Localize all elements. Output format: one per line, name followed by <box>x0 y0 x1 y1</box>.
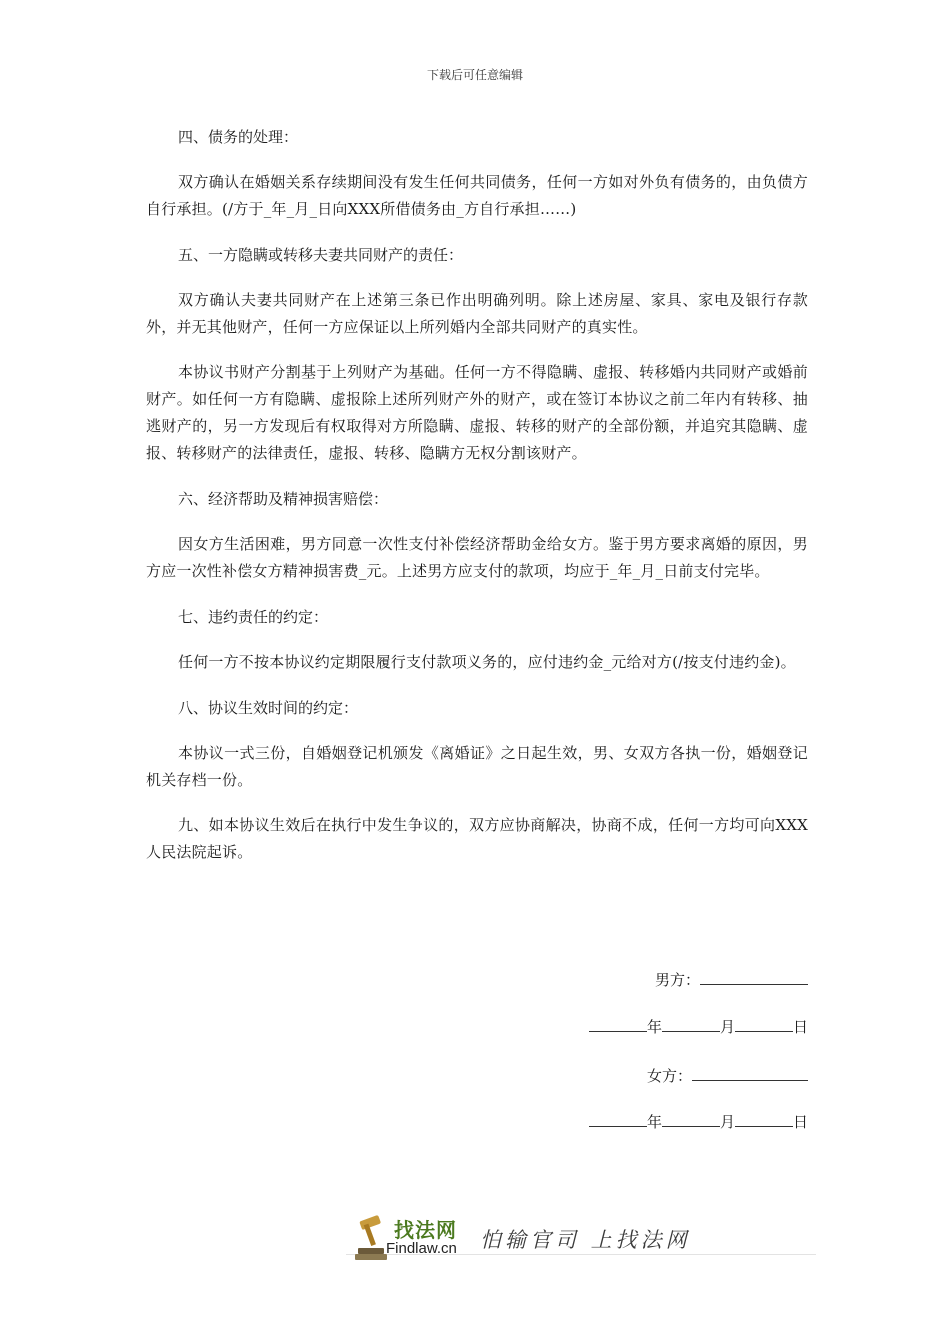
paragraph-effective: 本协议一式三份，自婚姻登记机颁发《离婚证》之日起生效，男、女双方各执一份，婚姻登记机关存档一份。 <box>146 744 808 789</box>
male-day-label: 日 <box>792 1018 808 1036</box>
header-note: 下载后可任意编辑 <box>426 68 523 82</box>
female-month-blank <box>662 1110 720 1127</box>
male-day-blank <box>735 1015 793 1032</box>
logo-english: Findlaw.cn <box>386 1240 457 1257</box>
paragraph-property-division: 本协议书财产分割基于上列财产为基础。任何一方不得隐瞒、虚报、转移婚内共同财产或婚前财产。如任何一方有隐瞒、虚报除上述所列财产外的财产，或在签订本协议之前二年内有转移、抽逃财产的，另一方发现后有权取得对方所隐瞒、虚报、转移的财产的全部份额，并追究其隐瞒、虚报、转移财产的法律责任，虚报、转移、隐瞒方无权分割该财产。 <box>146 363 808 462</box>
paragraph-compensation: 因女方生活困难，男方同意一次性支付补偿经济帮助金给女方。鉴于男方要求离婚的原因，男方应一次性补偿女方精神损害费_元。上述男方应支付的款项，均应于_年_月_日前支付完毕。 <box>146 535 808 580</box>
footer-slogan: 怕输官司 上找法网 <box>480 1228 691 1252</box>
female-signature-blank <box>692 1064 808 1081</box>
female-month-label: 月 <box>719 1113 735 1131</box>
gavel-icon <box>354 1214 390 1262</box>
male-signature-line <box>655 967 808 994</box>
paragraph-dispute: 九、如本协议生效后在执行中发生争议的，双方应协商解决，协商不成，任何一方均可向XXX人民法院起诉。 <box>146 816 808 861</box>
male-month-blank <box>662 1015 720 1032</box>
female-day-label: 日 <box>792 1113 808 1131</box>
section-heading-debt: 四、债务的处理： <box>178 128 299 146</box>
paragraph-debt: 双方确认在婚姻关系存续期间没有发生任何共同债务，任何一方如对外负有债务的，由负债方自行承担。(/方于_年_月_日向XXX所借债务由_方自行承担……) <box>146 173 808 218</box>
female-year-blank <box>589 1110 647 1127</box>
document-body <box>146 124 808 866</box>
female-signature-line <box>647 1063 808 1090</box>
logo-chinese: 找法网 <box>394 1218 457 1242</box>
male-label: 男方： <box>654 971 700 989</box>
paragraph-property-confirm: 双方确认夫妻共同财产在上述第三条已作出明确列明。除上述房屋、家具、家电及银行存款外，并无其他财产，任何一方应保证以上所列婚内全部共同财产的真实性。 <box>146 291 808 336</box>
section-heading-breach: 七、违约责任的约定： <box>178 608 329 626</box>
section-heading-effective: 八、协议生效时间的约定： <box>178 699 359 717</box>
male-signature-blank <box>700 968 808 985</box>
section-heading-compensation: 六、经济帮助及精神损害赔偿： <box>178 490 389 508</box>
section-heading-concealment: 五、一方隐瞒或转移夫妻共同财产的责任： <box>178 246 464 264</box>
female-label: 女方： <box>646 1067 692 1085</box>
female-date-line <box>589 1109 808 1136</box>
footer-banner <box>346 1212 816 1268</box>
male-year-blank <box>589 1015 647 1032</box>
male-year-label: 年 <box>646 1018 662 1036</box>
male-date-line <box>589 1014 808 1041</box>
female-day-blank <box>735 1110 793 1127</box>
male-month-label: 月 <box>719 1018 735 1036</box>
female-year-label: 年 <box>646 1113 662 1131</box>
paragraph-breach: 任何一方不按本协议约定期限履行支付款项义务的，应付违约金_元给对方(/按支付违约金)。 <box>178 653 796 671</box>
